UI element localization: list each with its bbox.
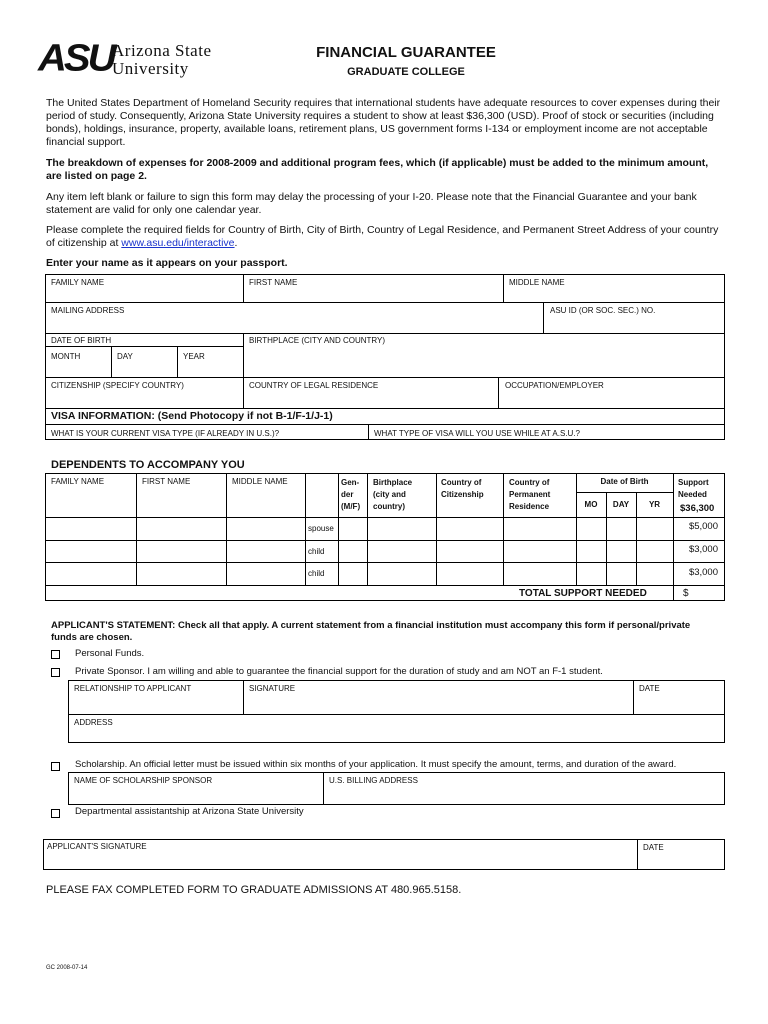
private-sponsor-label: Private Sponsor. I am willing and able to guarantee the financial support for the duration of study and am NOT an F-1 student. — [75, 666, 603, 677]
personal-funds-checkbox[interactable] — [51, 650, 60, 659]
support-base-amount: $36,300 — [680, 503, 715, 514]
scholarship-sponsor-field[interactable]: NAME OF SCHOLARSHIP SPONSOR — [74, 776, 213, 785]
dob-month-field[interactable]: MONTH — [51, 352, 81, 361]
total-support-label: TOTAL SUPPORT NEEDED — [519, 588, 647, 599]
sponsor-address-field[interactable]: ADDRESS — [74, 718, 113, 727]
scholarship-label: Scholarship. An official letter must be issued within six months of your application. It must specify the amount, terms, and duration of the award. — [75, 759, 677, 770]
passport-note: Enter your name as it appears on your passport. — [46, 257, 288, 269]
dep-col-citizenship: Country of Citizenship — [441, 478, 484, 499]
assistantship-label: Departmental assistantship at Arizona State University — [75, 806, 304, 817]
sponsor-date-field[interactable]: DATE — [639, 684, 660, 693]
dep-row-1-relation: spouse — [308, 524, 334, 533]
future-visa-field[interactable]: WHAT TYPE OF VISA WILL YOU USE WHILE AT A.S.U.? — [374, 429, 580, 438]
logo-line-1: Arizona State — [112, 41, 212, 60]
dep-row-3-relation: child — [308, 569, 325, 578]
legal-residence-field[interactable]: COUNTRY OF LEGAL RESIDENCE — [249, 381, 379, 390]
asu-id-field[interactable]: ASU ID (OR SOC. SEC.) NO. — [550, 306, 656, 315]
dob-year-field[interactable]: YEAR — [183, 352, 205, 361]
private-sponsor-checkbox[interactable] — [51, 668, 60, 677]
date-of-birth-label: DATE OF BIRTH — [51, 336, 112, 345]
fax-instructions: PLEASE FAX COMPLETED FORM TO GRADUATE ADMISSIONS AT 480.965.5158. — [46, 884, 462, 896]
dep-col-first-name: FIRST NAME — [142, 477, 191, 486]
mailing-address-field[interactable]: MAILING ADDRESS — [51, 306, 125, 315]
dep-col-residence: Country of Permanent Residence — [509, 478, 551, 511]
dep-col-family-name: FAMILY NAME — [51, 477, 105, 486]
asu-logo-mark: ASU — [38, 37, 114, 79]
assistantship-checkbox[interactable] — [51, 809, 60, 818]
intro-paragraph-2: The breakdown of expenses for 2008-2009 and additional program fees, which (if applicable) must be added to the minimum amount, are listed on page 2. — [46, 157, 709, 182]
visa-info-heading: VISA INFORMATION: (Send Photocopy if not B-1/F-1/J-1) — [51, 410, 333, 422]
dep-col-birthplace: Birthplace (city and country) — [373, 478, 413, 511]
form-title: FINANCIAL GUARANTEE — [316, 44, 496, 61]
sponsor-relationship-field[interactable]: RELATIONSHIP TO APPLICANT — [74, 684, 192, 693]
logo-line-2: University — [112, 59, 189, 78]
dep-row-2-amount: $3,000 — [688, 544, 718, 555]
intro-paragraph-3: Any item left blank or failure to sign this form may delay the processing of your I-20. Please note that the Financial Guarantee and your bank statement are valid for only one calendar year. — [46, 191, 697, 216]
intro-paragraph-1: The United States Department of Homeland Security requires that international students have adequate resources to cover expenses during their period of study. Consequently, Arizona State University requires a student to show at least $36,300 (USD). Proof of stock or securities (including bonds), holdings, insurance, property, available loans, retirement plans, US government forms I-134 or employment income are not acceptable financial support. — [46, 97, 721, 148]
billing-address-field[interactable]: U.S. BILLING ADDRESS — [329, 776, 418, 785]
form-subtitle: GRADUATE COLLEGE — [347, 66, 465, 78]
interactive-link[interactable]: www.asu.edu/interactive — [121, 237, 235, 249]
scholarship-checkbox[interactable] — [51, 762, 60, 771]
dependents-heading: DEPENDENTS TO ACCOMPANY YOU — [51, 459, 245, 471]
dob-day-field[interactable]: DAY — [117, 352, 133, 361]
personal-funds-label: Personal Funds. — [75, 648, 145, 659]
first-name-field[interactable]: FIRST NAME — [249, 278, 298, 287]
middle-name-field[interactable]: MIDDLE NAME — [509, 278, 565, 287]
applicant-date-field[interactable]: DATE — [643, 843, 664, 852]
applicant-statement-heading: APPLICANT'S STATEMENT: Check all that apply. A current statement from a financial institution must accompany this form if personal/private funds are chosen. — [51, 620, 691, 643]
dep-row-1-amount: $5,000 — [688, 521, 718, 532]
form-code: GC 2008-07-14 — [46, 965, 88, 971]
occupation-field[interactable]: OCCUPATION/EMPLOYER — [505, 381, 604, 390]
dep-col-year: YR — [648, 500, 661, 509]
dep-row-2-relation: child — [308, 547, 325, 556]
current-visa-field[interactable]: WHAT IS YOUR CURRENT VISA TYPE (IF ALREADY IN U.S.)? — [51, 429, 280, 438]
dep-col-day: DAY — [612, 500, 630, 509]
citizenship-field[interactable]: CITIZENSHIP (SPECIFY COUNTRY) — [51, 381, 184, 390]
dep-col-gender: Gen- der (M/F) — [341, 478, 361, 511]
dep-col-support: Support Needed — [678, 478, 709, 499]
total-support-field[interactable]: $ — [683, 588, 689, 599]
dep-col-middle-name: MIDDLE NAME — [232, 477, 288, 486]
intro-paragraph-4: Please complete the required fields for Country of Birth, City of Birth, Country of Legal Residence, and Permanent Street Address of your country of citizenship at www.asu.edu/interactive. — [46, 224, 719, 249]
dep-row-3-amount: $3,000 — [688, 567, 718, 578]
applicant-signature-field[interactable]: APPLICANT'S SIGNATURE — [47, 842, 147, 851]
dep-col-month: MO — [584, 500, 598, 509]
sponsor-signature-field[interactable]: SIGNATURE — [249, 684, 296, 693]
dep-col-date-of-birth: Date of Birth — [600, 477, 649, 486]
birthplace-field[interactable]: BIRTHPLACE (CITY AND COUNTRY) — [249, 336, 386, 345]
family-name-field[interactable]: FAMILY NAME — [51, 278, 105, 287]
